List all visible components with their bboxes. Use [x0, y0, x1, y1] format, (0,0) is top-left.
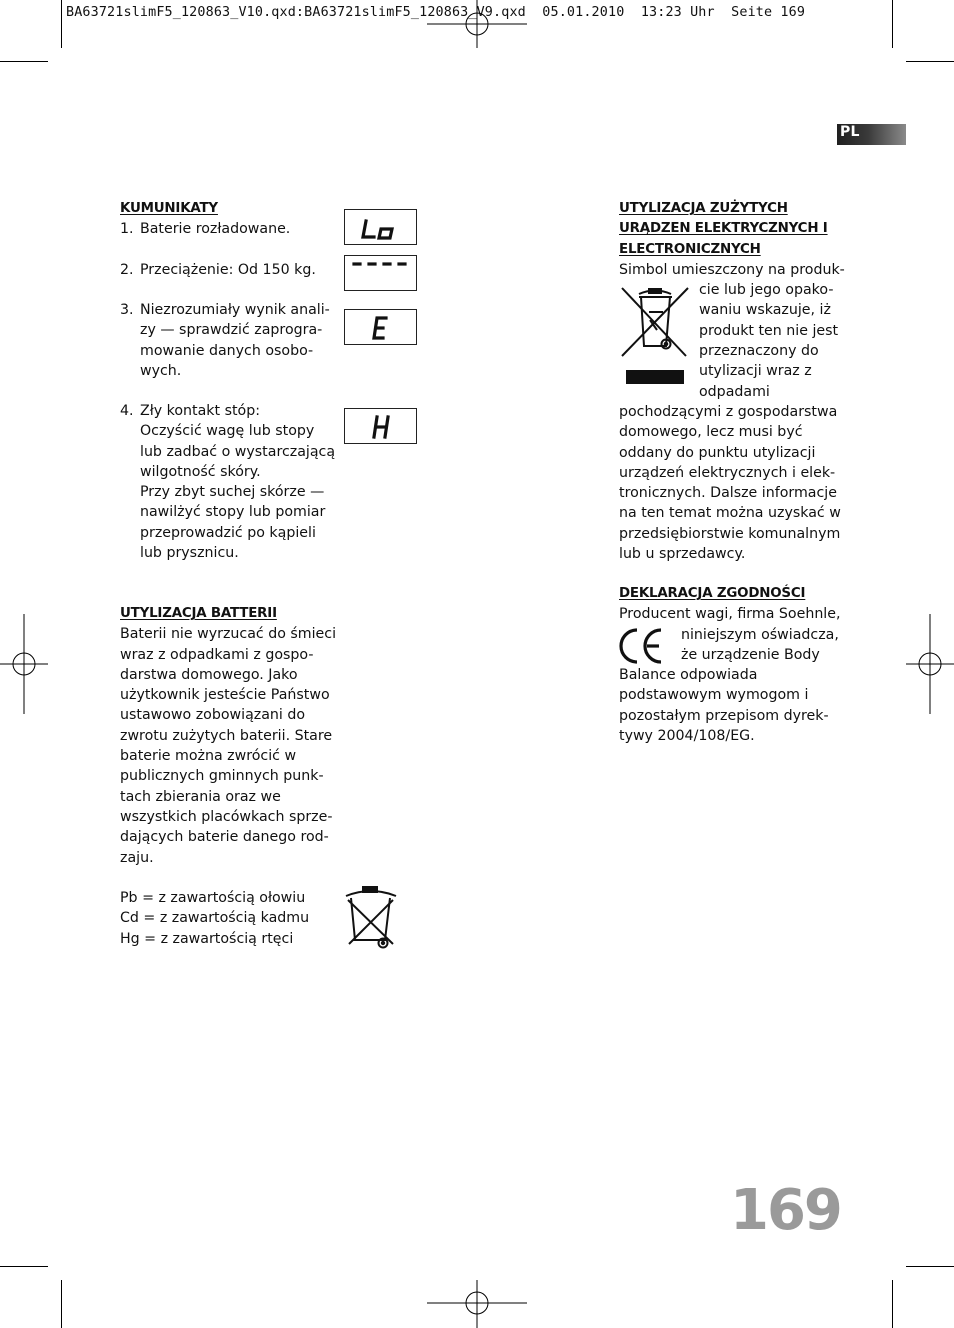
conformity-heading: DEKLARACJA ZGODNOŚCI	[619, 586, 806, 601]
battery-text-line: dających baterie danego rod-	[120, 829, 329, 846]
lcd-display-contact	[344, 408, 417, 444]
battery-text-line: ustawowo zobowiązani do	[120, 707, 306, 724]
lcd-display-overload	[344, 255, 417, 291]
conformity-text-line: tywy 2004/108/EG.	[619, 728, 755, 745]
message-line: Baterie rozładowane.	[140, 221, 291, 237]
message-line: lub prysznicu.	[140, 545, 239, 562]
battery-text-line: tach zbierania oraz we	[120, 788, 281, 805]
message-line: Zły kontakt stóp:	[140, 403, 261, 419]
lcd-h-glyph-icon	[345, 409, 418, 445]
weee-heading-line: URĄDZEN ELEKTRYCZNYCH I	[619, 221, 828, 237]
registration-mark-right	[906, 614, 954, 714]
message-line: Oczyścić wagę lub stopy	[140, 423, 315, 440]
weee-text-line: na ten temat można uzyskać w	[619, 505, 841, 522]
battery-text-line: wszystkich placówkach sprze-	[120, 808, 333, 825]
message-item-3	[120, 300, 342, 381]
weee-text-line: lub u sprzedawcy.	[619, 546, 746, 563]
weee-text-line: przedsiębiorstwie komunalnym	[619, 525, 841, 542]
ce-mark-icon	[617, 627, 665, 665]
message-number: 3.	[120, 302, 134, 318]
conformity-text-line: pozostałym przepisom dyrek-	[619, 707, 829, 724]
battery-text-line: baterie można zwrócić w	[120, 748, 297, 765]
lcd-display-lo	[344, 209, 417, 245]
lcd-e-glyph-icon	[345, 310, 418, 346]
battery-text-line: zaju.	[120, 849, 154, 866]
lcd-lo-glyph-icon	[345, 210, 418, 246]
weee-text-line: oddany do punktu utylizacji	[619, 444, 816, 461]
weee-text-line: odpadami	[699, 383, 770, 400]
weee-text-line: Simbol umieszczony na produk-	[619, 261, 845, 278]
battery-text-line: wraz z odpadkami z gospo-	[120, 646, 314, 663]
language-tab-label: PL	[840, 124, 860, 140]
lcd-display-error	[344, 309, 417, 345]
message-number: 2.	[120, 262, 134, 278]
language-tab	[837, 124, 906, 145]
weee-text-line: produkt ten nie jest	[699, 322, 839, 339]
battery-text-line: Baterii nie wyrzucać do śmieci	[120, 626, 337, 643]
battery-disposal-section	[120, 604, 342, 949]
weee-text-line: przeznaczony do	[699, 343, 819, 360]
substance-line: Cd = z zawartością kadmu	[120, 910, 310, 927]
message-line: wilgotność skóry.	[140, 463, 261, 480]
message-line: Przeciążenie: Od 150 kg.	[140, 262, 316, 278]
weee-text-line: utylizacji wraz z	[699, 363, 812, 380]
weee-bin-icon	[619, 284, 691, 388]
weee-text-line: cie lub jego opako-	[699, 282, 834, 299]
message-line: przeprowadzić po kąpieli	[140, 524, 316, 541]
weee-text-line: waniu wskazuje, iż	[699, 302, 831, 319]
conformity-text-line: podstawowym wymogom i	[619, 687, 809, 704]
messages-section	[120, 199, 340, 219]
message-number: 1.	[120, 221, 134, 237]
message-line: lub zadbać o wystarczającą	[140, 443, 336, 460]
message-line: Przy zbyt suchej skórze —	[140, 484, 325, 501]
conformity-text-line: Balance odpowiada	[619, 667, 758, 684]
weee-text-line: domowego, lecz musi być	[619, 424, 803, 441]
battery-text-line: zwrotu zużytych baterii. Stare	[120, 727, 333, 744]
message-number: 4.	[120, 403, 134, 419]
battery-text-line: publicznych gminnych punk-	[120, 768, 324, 785]
lcd-dashes-glyph-icon	[345, 256, 418, 292]
message-line: wych.	[140, 362, 182, 379]
message-line: nawilżyć stopy lub pomiar	[140, 504, 326, 521]
battery-text-line: użytkownik jesteście Państwo	[120, 687, 330, 704]
battery-text-line: darstwa domowego. Jako	[120, 666, 298, 683]
message-line: mowanie danych osobo-	[140, 342, 314, 359]
conformity-text-line: że urządzenie Body	[681, 646, 820, 663]
crossed-out-bin-icon	[344, 884, 398, 952]
weee-text-line: tronicznych. Dalsze informacje	[619, 485, 837, 502]
weee-text-line: urządzeń elektrycznych i elek-	[619, 464, 836, 481]
conformity-text-line: niniejszym oświadcza,	[681, 626, 839, 643]
registration-mark-bottom	[427, 1280, 527, 1328]
registration-mark-left	[0, 614, 48, 714]
print-slug: BA63721slimF5_120863_V10.qxd:BA63721slimF5_120863_V9.qxd 05.01.2010 13:23 Uhr Seite 169	[66, 5, 806, 20]
weee-text-line: pochodzącymi z gospodarstwa	[619, 403, 838, 420]
substance-line: Pb = z zawartością ołowiu	[120, 890, 306, 907]
weee-heading-line: UTYLIZACJA ZUŻYTYCH	[619, 201, 788, 216]
message-item-2	[120, 260, 342, 280]
message-item-1	[120, 219, 342, 239]
message-line: Niezrozumiały wynik anali-	[140, 302, 330, 318]
conformity-section	[619, 584, 849, 746]
substance-line: Hg = z zawartością rtęci	[120, 930, 294, 947]
registration-mark-top	[427, 0, 527, 48]
weee-heading-line: ELECTRONICZNYCH	[619, 241, 761, 257]
messages-heading: KUMUNIKATY	[120, 201, 218, 216]
message-item-4	[120, 401, 342, 563]
battery-disposal-heading: UTYLIZACJA BATTERII	[120, 606, 277, 621]
message-line: zy — sprawdzić zaprogra-	[140, 322, 323, 339]
conformity-text-line: Producent wagi, firma Soehnle,	[619, 606, 841, 623]
page-number: 169	[730, 1178, 841, 1243]
